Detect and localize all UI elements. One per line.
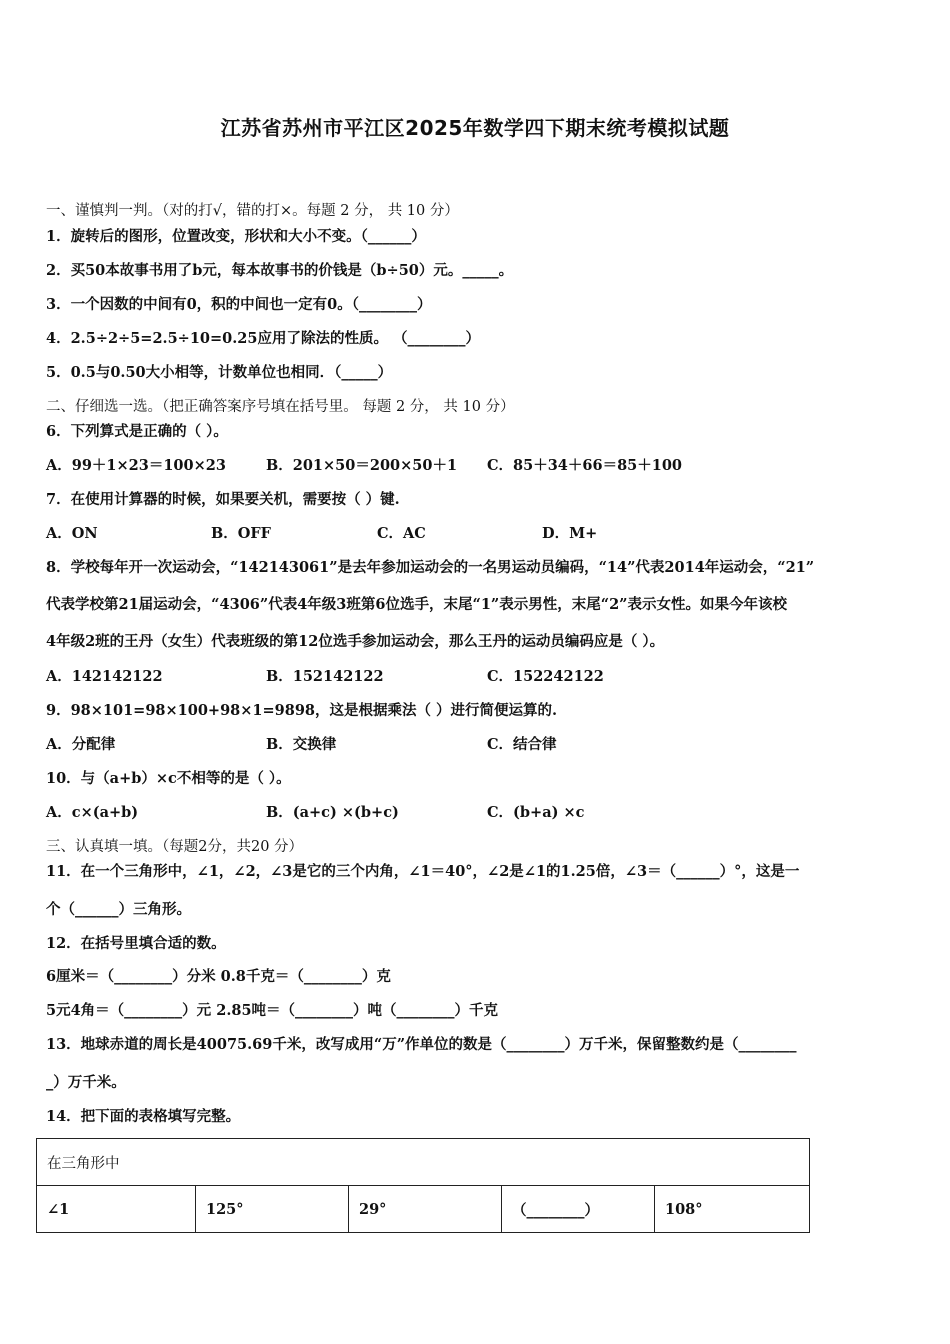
section-3-heading: 三、认真填一填。（每题2分，共20 分）: [46, 839, 304, 855]
option-10b: B．(a+c) ×(b+c): [266, 804, 399, 821]
question-5: 5．0.5与0.50大小相等，计数单位也相同．（_____）: [46, 364, 393, 381]
option-7b: B．OFF: [211, 525, 271, 542]
question-2: 2．买50本故事书用了b元，每本故事书的价钱是（b÷50）元。_____。: [46, 262, 514, 279]
table-cell: 29°: [349, 1186, 502, 1233]
option-10c: C．(b+a) ×c: [487, 804, 585, 821]
question-8-line-1: 8．学校每年开一次运动会，“142143061”是去年参加运动会的一名男运动员编码，“14”代表2014年运动会，“21”: [46, 559, 815, 576]
section-1-heading: 一、谨慎判一判。（对的打√，错的打×。每题 2 分， 共 10 分）: [46, 203, 459, 219]
table-header: 在三角形中: [37, 1139, 810, 1186]
question-6: 6．下列算式是正确的（ ）。: [46, 423, 228, 440]
question-4: 4．2.5÷2÷5=2.5÷10=0.25应用了除法的性质。 （________）: [46, 330, 481, 347]
question-9: 9．98×101=98×100+98×1=9898，这是根据乘法（ ）进行简便运算的.: [46, 702, 558, 719]
option-8b: B．152142122: [266, 668, 384, 685]
section-2-heading: 二、仔细选一选。（把正确答案序号填在括号里。 每题 2 分， 共 10 分）: [46, 399, 515, 415]
question-7: 7．在使用计算器的时候，如果要关机，需要按（ ）键.: [46, 491, 400, 508]
option-8c: C．152242122: [487, 668, 604, 685]
page-title: 江苏省苏州市平江区2025年数学四下期末统考模拟试题: [220, 116, 730, 140]
question-8-line-3: 4年级2班的王丹（女生）代表班级的第12位选手参加运动会，那么王丹的运动员编码应是（ ）。: [46, 633, 665, 650]
option-9b: B．交换律: [266, 736, 337, 753]
table-cell: 108°: [655, 1186, 810, 1233]
option-7d: D．M+: [542, 525, 598, 542]
option-6b: B．201×50＝200×50＋1: [266, 457, 458, 474]
option-7c: C．AC: [377, 525, 426, 542]
angle-table: [36, 1138, 810, 1233]
option-6a: A．99＋1×23＝100×23: [46, 457, 226, 474]
question-12-line-2: 5元4角＝（________）元 2.85吨＝（________）吨（________）千克: [46, 1002, 499, 1019]
question-13-line-2: _）万千米。: [46, 1074, 126, 1091]
question-12-line-1: 6厘米＝（________）分米 0.8千克＝（________）克: [46, 968, 391, 985]
question-13-line-1: 13．地球赤道的周长是40075.69千米，改写成用“万”作单位的数是（________）万千米，保留整数约是（________: [46, 1036, 797, 1053]
option-9c: C．结合律: [487, 736, 557, 753]
question-1: 1．旋转后的图形，位置改变，形状和大小不变。（______）: [46, 228, 426, 245]
question-8-line-2: 代表学校第21届运动会，“4306”代表4年级3班第6位选手，末尾“1”表示男性，末尾“2”表示女性。如果今年该校: [46, 596, 788, 613]
table-cell-blank: （________）: [502, 1186, 655, 1233]
question-12: 12．在括号里填合适的数。: [46, 935, 226, 952]
option-10a: A．c×(a+b): [46, 804, 139, 821]
question-11-line-2: 个（______）三角形。: [46, 901, 191, 918]
option-8a: A．142142122: [46, 668, 163, 685]
option-9a: A．分配律: [46, 736, 116, 753]
table-row: [37, 1186, 810, 1233]
option-7a: A．ON: [46, 525, 98, 542]
question-11-line-1: 11．在一个三角形中，∠1，∠2，∠3是它的三个内角，∠1＝40°，∠2是∠1的1.25倍，∠3＝（______）°，这是一: [46, 863, 800, 880]
question-3: 3．一个因数的中间有0，积的中间也一定有0。（________）: [46, 296, 432, 313]
question-10: 10．与（a+b）×c不相等的是（ ）。: [46, 770, 291, 787]
table-cell: 125°: [196, 1186, 349, 1233]
option-6c: C．85＋34＋66＝85＋100: [487, 457, 683, 474]
question-14: 14．把下面的表格填写完整。: [46, 1108, 241, 1125]
table-cell: ∠1: [37, 1186, 196, 1233]
